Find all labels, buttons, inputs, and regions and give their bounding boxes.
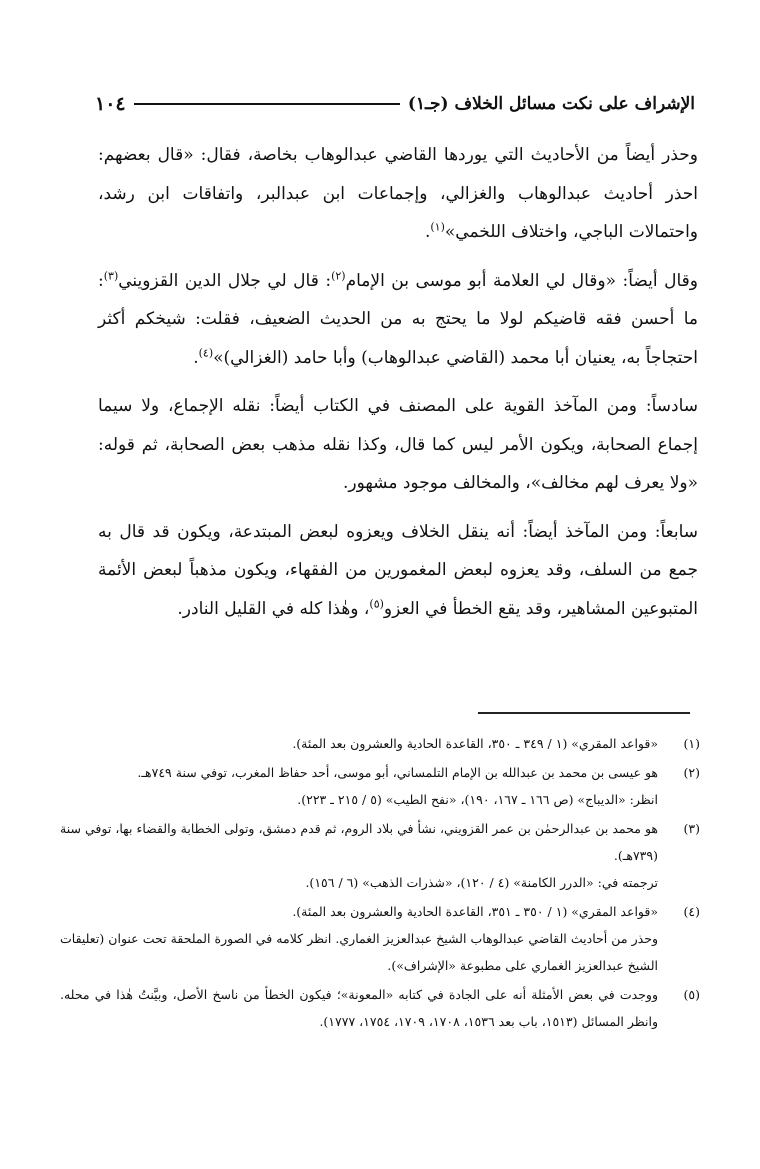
footnote bbox=[60, 981, 700, 1035]
paragraph bbox=[98, 262, 698, 378]
footnote bbox=[60, 815, 700, 896]
paragraph-text: ، وهٰذا كله في القليل النادر. bbox=[177, 598, 370, 619]
sentence-end: . bbox=[193, 347, 199, 368]
footnote-number: (٢) bbox=[683, 765, 700, 780]
paragraph bbox=[98, 513, 698, 629]
paragraph-text: : ما أحسن فقه قاضيكم لولا ما يحتج به من الحديث الضعيف، فقلت: شيخكم أكثر احتجاجاً به، يعنيان أبا محمد (القاضي عبدالوهاب) وأبا حامد (الغزالي)» bbox=[98, 270, 698, 368]
paragraph-text: وقال أيضاً: «وقال لي العلامة أبو موسى بن الإمام bbox=[345, 270, 698, 291]
footnote-marker: (٤) bbox=[198, 345, 214, 359]
paragraph-text: سادساً: ومن المآخذ القوية على المصنف في الكتاب أيضاً: نقله الإجماع، ولا سيما إجماع الصحابة، ويكون الأمر ليس كما قال، وكذا نقله مذهب بعض الصحابة، ثم قوله: «ولا يعرف لهم مخالف»، والمخالف موجود مشهور. bbox=[98, 396, 698, 493]
footnote bbox=[60, 730, 700, 757]
sentence-end: . bbox=[424, 222, 431, 242]
footnote-marker: (٥) bbox=[369, 596, 384, 610]
footnote-text: ترجمته في: «الدرر الكامنة» (٤ / ١٢٠)، «شذرات الذهب» (٦ / ١٥٦). bbox=[305, 875, 658, 890]
footnote bbox=[60, 759, 700, 813]
footnote-marker: (١) bbox=[430, 220, 445, 234]
footnote-text: انظر: «الديباج» (ص ١٦٦ ـ ١٦٧، ١٩٠)، «نفح الطيب» (٥ / ٢١٥ ـ ٢٢٣). bbox=[297, 792, 658, 807]
footnote-text: «قواعد المقري» (١ / ٣٥٠ ـ ٣٥١، القاعدة الحادية والعشرون بعد المئة). bbox=[292, 904, 658, 919]
footnote-number: (٤) bbox=[683, 904, 700, 919]
footnote-marker: (٣) bbox=[103, 268, 119, 282]
paragraph bbox=[98, 136, 698, 252]
paragraph bbox=[98, 387, 698, 503]
footnote-number: (١) bbox=[683, 736, 700, 751]
page-header bbox=[85, 84, 695, 124]
footnote-text: ووجدت في بعض الأمثلة أنه على الجادة في كتابه «المعونة»؛ فيكون الخطأ من ناسخ الأصل، وبيَّنتُ هٰذا في محله. وانظر المسائل (١٥١٣، باب بعد ١٥٣٦، ١٧٠٨، ١٧٠٩، ١٧٥٤، ١٧٧٧). bbox=[60, 987, 658, 1029]
footnote-text: «قواعد المقري» (١ / ٣٤٩ ـ ٣٥٠، القاعدة الحادية والعشرون بعد المئة). bbox=[292, 736, 658, 751]
footnote-separator bbox=[478, 712, 690, 714]
main-text bbox=[98, 136, 698, 638]
footnote-number: (٥) bbox=[683, 987, 700, 1002]
running-title: الإشراف على نكت مسائل الخلاف (جـ١) bbox=[407, 94, 695, 114]
footnote-text: هو عيسى بن محمد بن عبدالله بن الإمام التلمساني، أبو موسى، أحد حفاظ المغرب، توفي سنة ٧٤٩هـ. bbox=[137, 765, 658, 780]
footnote-text: هو محمد بن عبدالرحمٰن بن عمر القزويني، نشأ في بلاد الروم، ثم قدم دمشق، وتولى الخطابة والقضاء بها، توفي سنة (٧٣٩هـ). bbox=[60, 821, 658, 863]
footnote-text: وحذر من أحاديث القاضي عبدالوهاب الشيخ عبدالعزيز الغماري. انظر كلامه في الصورة الملحقة تحت عنوان (تعليقات الشيخ عبدالعزيز الغماري على مطبوعة «الإشراف»). bbox=[60, 931, 658, 973]
footnote-marker: (٢) bbox=[331, 268, 346, 282]
paragraph-text: سابعاً: ومن المآخذ أيضاً: أنه ينقل الخلاف ويعزوه لبعض المبتدعة، ويكون قد قال به جمع من السلف، وقد يعزوه لبعض المغمورين من الفقهاء، ويكون مذهباً لبعض الأئمة المتبوعين المشاهير، وقد يقع الخطأ في العزو bbox=[98, 521, 698, 619]
paragraph-text: : قال لي جلال الدين القزويني bbox=[118, 270, 332, 291]
footnotes bbox=[60, 730, 700, 1037]
paragraph-text: وحذر أيضاً من الأحاديث التي يوردها القاضي عبدالوهاب بخاصة، فقال: «قال بعضهم: احذر أحاديث عبدالوهاب والغزالي، وإجماعات ابن عبدالبر، واتفاقات ابن رشد، واحتمالات الباجي، واختلاف اللخمي» bbox=[98, 145, 699, 242]
footnote-number: (٣) bbox=[683, 821, 700, 836]
footnote bbox=[60, 898, 700, 979]
page-number: ١٠٤ bbox=[95, 93, 126, 115]
header-rule bbox=[134, 103, 400, 105]
